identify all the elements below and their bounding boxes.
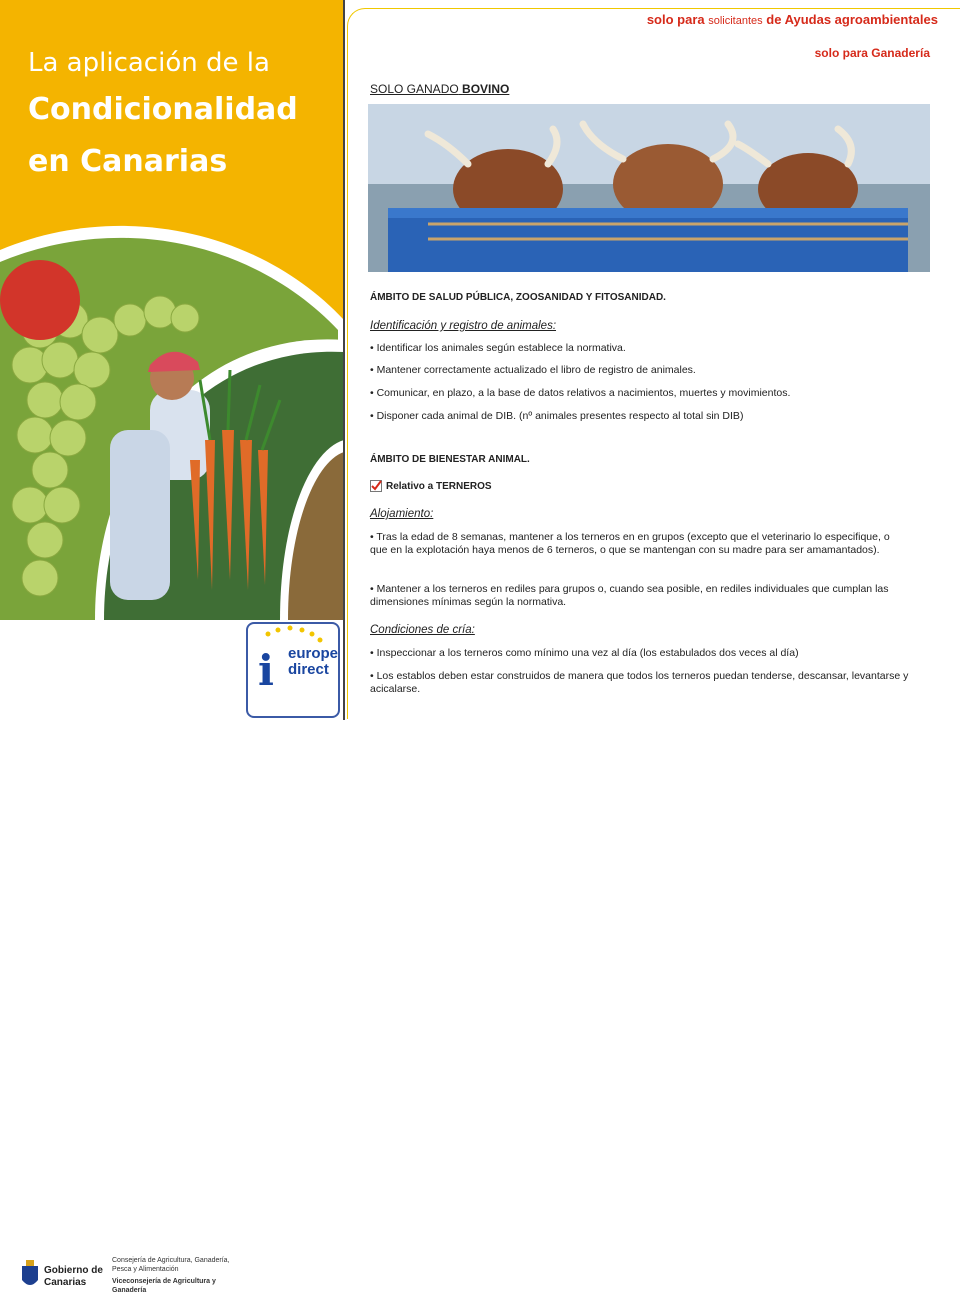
tag1-small: solicitantes: [708, 15, 763, 27]
cria-item-2: • Los establos deben estar construidos de manera que todos los terneros puedan tenderse, descansar, levantarse y acicalarse.: [370, 670, 909, 695]
salud-item-2: • Mantener correctamente actualizado el libro de registro de animales.: [370, 364, 696, 376]
section-title-prefix: SOLO GANADO: [370, 82, 459, 96]
alojamiento-subheading: Alojamiento:: [370, 508, 434, 520]
salud-item-1: • Identificar los animales según establece la normativa.: [370, 342, 626, 354]
cover-title-line3: en Canarias: [28, 144, 228, 179]
bienestar-heading: ÁMBITO DE BIENESTAR ANIMAL.: [370, 454, 530, 465]
section-title: [370, 82, 509, 96]
cover-panel: [0, 0, 344, 720]
salud-item-4: • Disponer cada animal de DIB. (nº animales presentes respecto al total sin DIB): [370, 410, 744, 422]
tag1-prefix: solo para: [646, 12, 705, 27]
cover-title-line2: Condicionalidad: [28, 92, 298, 127]
ganaderia-tag: solo para Ganadería: [814, 46, 930, 60]
salud-heading: ÁMBITO DE SALUD PÚBLICA, ZOOSANIDAD Y FITOSANIDAD.: [370, 292, 666, 303]
section-title-bold: BOVINO: [462, 82, 510, 96]
consejeria-text: Consejería de Agricultura, Ganadería, Pesca y Alimentación: [112, 1257, 230, 1273]
salud-item-3: • Comunicar, en plazo, a la base de datos relativos a nacimientos, muertes y movimientos.: [370, 387, 791, 399]
alojamiento-item-1: • Tras la edad de 8 semanas, mantener a los terneros en en grupos (excepto que el veterinario lo especifique, o que en la explotación haya menos de 6 terneros, o que se mantengan con su madre para ser amamantados).: [370, 531, 890, 556]
identificacion-subheading: Identificación y registro de animales:: [370, 320, 557, 332]
europe-direct-logo: [246, 622, 340, 718]
cria-item-1: • Inspeccionar a los terneros como mínimo una vez al día (los estabulados dos veces al día): [370, 647, 799, 659]
cria-subheading: Condiciones de cría:: [370, 624, 475, 636]
terneros-label: Relativo a TERNEROS: [386, 481, 492, 492]
checkmark-icon: [370, 480, 382, 492]
consejeria-label: [112, 1256, 232, 1295]
cover-title-line1: La aplicación de la: [28, 48, 270, 78]
europe-direct-i-glyph: i: [258, 646, 274, 695]
oxen-photo: [368, 104, 930, 272]
viceconsejeria-text: Viceconsejería de Agricultura y Ganadería: [112, 1278, 216, 1294]
gobierno-canarias-crest-icon: [20, 1258, 40, 1292]
alojamiento-item-2: • Mantener a los terneros en rediles para grupos o, cuando sea posible, en rediles individuales que cumplan las dimensiones mínimas según la normativa.: [370, 583, 889, 608]
agroambientales-tag: [647, 12, 938, 27]
europe-direct-label: europe direct: [288, 645, 339, 678]
tag1-suffix: de Ayudas agroambientales: [766, 12, 938, 27]
gobierno-canarias-label: Gobierno de Canarias: [44, 1265, 103, 1288]
